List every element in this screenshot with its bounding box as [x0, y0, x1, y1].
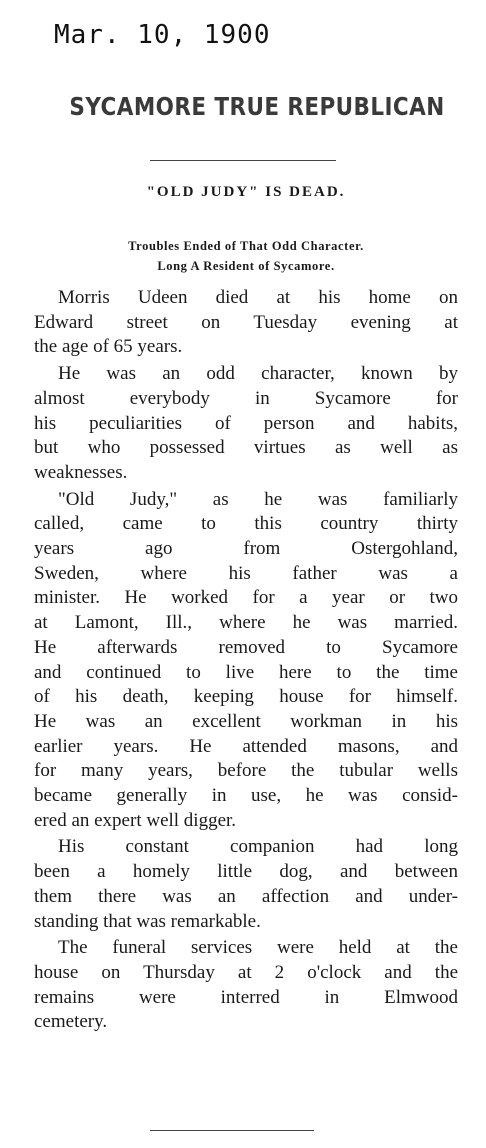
text-line: weaknesses.: [34, 461, 128, 483]
article-body: [34, 286, 458, 1037]
article-paragraph: [34, 936, 458, 1035]
text-line: He was an excellent workman in his: [34, 710, 458, 732]
date-stamp: Mar. 10, 1900: [54, 20, 271, 50]
text-line: almost everybody in Sycamore for: [34, 387, 458, 409]
article-paragraph: [34, 835, 458, 934]
text-line: Edward street on Tuesday evening at: [34, 311, 458, 333]
text-line: for many years, before the tubular wells: [34, 760, 458, 782]
text-line: He afterwards removed to Sycamore: [34, 636, 458, 658]
text-line: at Lamont, Ill., where he was married.: [34, 612, 458, 634]
text-line: of his death, keeping house for himself.: [34, 686, 458, 708]
text-line: earlier years. He attended masons, and: [34, 735, 458, 757]
top-divider: [150, 160, 336, 161]
subhead-line: Long A Resident of Sycamore.: [157, 259, 335, 273]
text-line: The funeral services were held at the: [58, 937, 458, 959]
text-line: standing that was remarkable.: [34, 910, 261, 932]
text-line: cemetery.: [34, 1011, 108, 1033]
text-line: minister. He worked for a year or two: [34, 587, 458, 609]
article-paragraph: [34, 286, 458, 360]
text-line: house on Thursday at 2 o'clock and the: [34, 961, 458, 983]
text-line: became generally in use, he was consid-: [34, 785, 458, 807]
text-line: his peculiarities of person and habits,: [34, 412, 458, 434]
article-headline: "OLD JUDY" IS DEAD.: [146, 184, 346, 200]
text-line: but who possessed virtues as well as: [34, 437, 458, 459]
text-line: the age of 65 years.: [34, 336, 183, 358]
text-line: Sweden, where his father was a: [34, 562, 458, 584]
text-line: He was an odd character, known by: [58, 363, 458, 385]
text-line: Morris Udeen died at his home on: [58, 287, 458, 308]
text-line: been a homely little dog, and between: [34, 861, 458, 883]
article-paragraph: [34, 362, 458, 486]
text-line: "Old Judy," as he was familiarly: [58, 488, 458, 510]
article-subhead: [34, 236, 458, 276]
text-line: remains were interred in Elmwood: [34, 986, 458, 1008]
text-line: them there was an affection and under-: [34, 885, 458, 907]
article-paragraph: [34, 488, 458, 834]
bottom-divider: [150, 1130, 314, 1131]
subhead-line: Troubles Ended of That Odd Character.: [128, 239, 364, 253]
text-line: and continued to live here to the time: [34, 661, 458, 683]
text-line: years ago from Ostergohland,: [34, 538, 458, 560]
text-line: His constant companion had long: [58, 836, 458, 858]
text-line: called, came to this country thirty: [34, 513, 458, 535]
newspaper-masthead: SYCAMORE TRUE REPUBLICAN: [69, 92, 445, 121]
text-line: ered an expert well digger.: [34, 809, 237, 831]
